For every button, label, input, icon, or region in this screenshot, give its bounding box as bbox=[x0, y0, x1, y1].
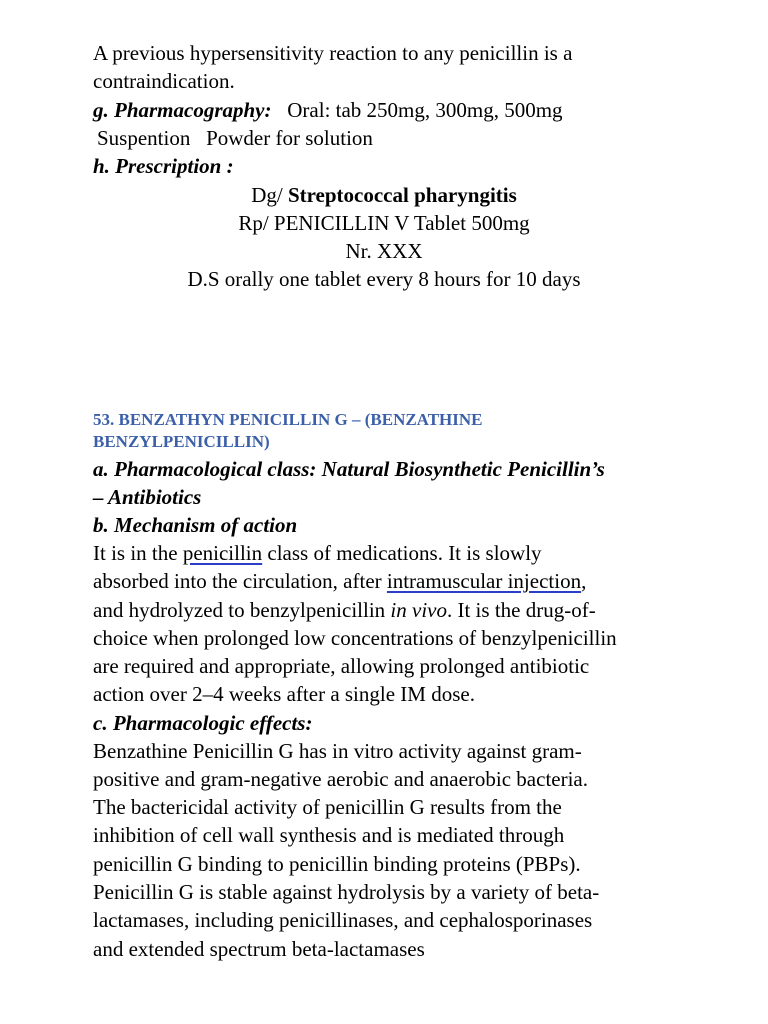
mechanism-text: and hydrolyzed to benzylpenicillin bbox=[93, 598, 391, 622]
diagnosis-prefix: Dg/ bbox=[251, 183, 288, 207]
mechanism-label: b. Mechanism of action bbox=[93, 513, 298, 537]
in-vivo-italic: in vivo bbox=[390, 598, 447, 622]
intramuscular-injection-link[interactable]: intramuscular injection bbox=[386, 569, 582, 593]
diagnosis-line bbox=[0, 181, 768, 209]
intro-line-2: contraindication. bbox=[93, 69, 235, 93]
effects-line: inhibition of cell wall synthesis and is mediated through bbox=[93, 823, 565, 847]
effects-label: c. Pharmacologic effects: bbox=[93, 711, 313, 735]
effects-line: Benzathine Penicillin G has in vitro activity against gram- bbox=[93, 739, 582, 763]
pharmacography-text: Oral: tab 250mg, 300mg, 500mg bbox=[287, 98, 563, 122]
mechanism-line-4: choice when prolonged low concentrations of benzylpenicillin bbox=[93, 626, 617, 650]
effects-line: Penicillin G is stable against hydrolysis by a variety of beta- bbox=[93, 880, 600, 904]
mechanism-line-6: action over 2–4 weeks after a single IM dose. bbox=[93, 682, 475, 706]
ds-line: D.S orally one tablet every 8 hours for 10 days bbox=[187, 267, 581, 291]
mechanism-text: It is in the bbox=[93, 541, 183, 565]
pharmacography-line bbox=[93, 96, 563, 124]
mechanism-text: absorbed into the circulation, after bbox=[93, 569, 387, 593]
penicillin-link[interactable]: penicillin bbox=[182, 541, 263, 565]
nr-line: Nr. XXX bbox=[345, 239, 423, 263]
pharm-class-line-1: a. Pharmacological class: Natural Biosynthetic Penicillin’s bbox=[93, 457, 605, 481]
effects-line: penicillin G binding to penicillin binding proteins (PBPs). bbox=[93, 852, 581, 876]
effects-line: positive and gram-negative aerobic and anaerobic bacteria. bbox=[93, 767, 589, 791]
rp-line: Rp/ PENICILLIN V Tablet 500mg bbox=[238, 211, 530, 235]
mechanism-line-5: are required and appropriate, allowing prolonged antibiotic bbox=[93, 654, 590, 678]
pharm-class-line-2: – Antibiotics bbox=[93, 485, 202, 509]
pharmacography-label: g. Pharmacography: bbox=[93, 98, 272, 122]
mechanism-line-3 bbox=[93, 596, 596, 624]
mechanism-text: . It is the drug-of- bbox=[446, 598, 596, 622]
diagnosis-text: Streptococcal pharyngitis bbox=[287, 183, 517, 207]
dosage-forms-line: Suspention Powder for solution bbox=[97, 126, 373, 150]
mechanism-line-1 bbox=[93, 539, 542, 567]
section-heading-line-1: 53. BENZATHYN PENICILLIN G – (BENZATHINE bbox=[93, 410, 483, 429]
effects-line: lactamases, including penicillinases, and cephalosporinases bbox=[93, 908, 593, 932]
mechanism-line-2 bbox=[93, 567, 586, 595]
effects-line: and extended spectrum beta-lactamases bbox=[93, 937, 425, 961]
mechanism-text: , bbox=[581, 569, 587, 593]
section-heading-line-2: BENZYLPENICILLIN) bbox=[93, 432, 270, 451]
prescription-label: h. Prescription : bbox=[93, 154, 234, 178]
mechanism-text: class of medications. It is slowly bbox=[262, 541, 542, 565]
intro-line-1: A previous hypersensitivity reaction to any penicillin is a bbox=[93, 41, 573, 65]
effects-line: The bactericidal activity of penicillin G results from the bbox=[93, 795, 562, 819]
